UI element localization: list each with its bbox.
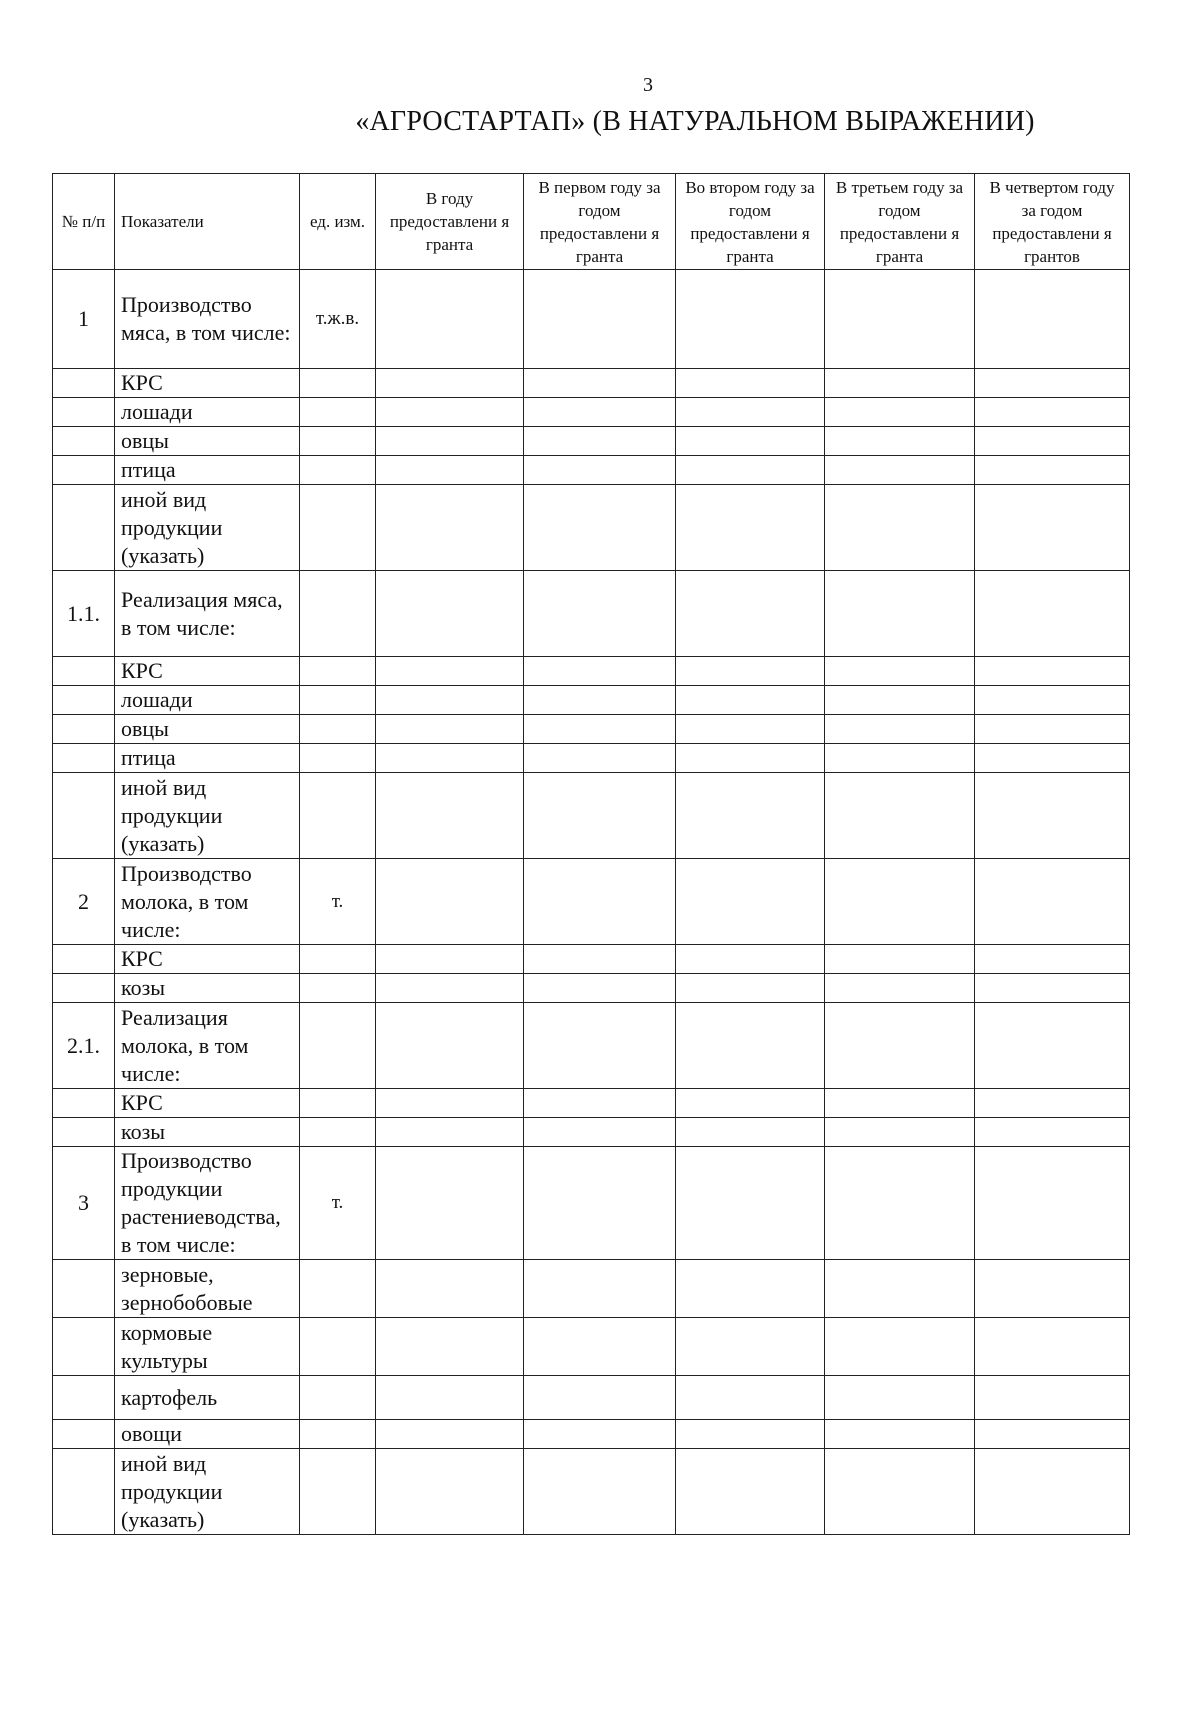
table-row <box>53 270 1130 369</box>
header-year-1: В первом году за годом предоставлени я гранта <box>524 174 676 270</box>
row-number <box>53 945 115 974</box>
value-cell-year-2 <box>676 1318 825 1376</box>
unit-of-measure <box>300 744 376 773</box>
row-number: 2 <box>53 859 115 945</box>
row-number <box>53 485 115 571</box>
value-cell-year-3 <box>825 1089 975 1118</box>
table-row <box>53 945 1130 974</box>
indicator-name: зерновые, зернобобовые <box>115 1260 300 1318</box>
value-cell-year-1 <box>524 1003 676 1089</box>
indicator-name: Производство продукции растениеводства, в том числе: <box>115 1147 300 1260</box>
row-number <box>53 369 115 398</box>
value-cell-year-2 <box>676 1260 825 1318</box>
unit-of-measure <box>300 974 376 1003</box>
row-number <box>53 1260 115 1318</box>
unit-of-measure <box>300 1376 376 1420</box>
row-number <box>53 773 115 859</box>
unit-of-measure: т.ж.в. <box>300 270 376 369</box>
row-number <box>53 744 115 773</box>
unit-of-measure <box>300 1318 376 1376</box>
value-cell-year-1 <box>524 1147 676 1260</box>
header-year-2: Во втором году за годом предоставлени я гранта <box>676 174 825 270</box>
indicator-name: Производство мяса, в том числе: <box>115 270 300 369</box>
table-row <box>53 1089 1130 1118</box>
value-cell-grant-year <box>376 1449 524 1535</box>
unit-of-measure: т. <box>300 859 376 945</box>
value-cell-year-2 <box>676 270 825 369</box>
table-row <box>53 1147 1130 1260</box>
value-cell-grant-year <box>376 1260 524 1318</box>
value-cell-grant-year <box>376 571 524 657</box>
value-cell-grant-year <box>376 398 524 427</box>
unit-of-measure <box>300 715 376 744</box>
value-cell-year-3 <box>825 744 975 773</box>
value-cell-year-1 <box>524 427 676 456</box>
unit-of-measure <box>300 773 376 859</box>
value-cell-year-1 <box>524 744 676 773</box>
header-grant-year: В году предоставлени я гранта <box>376 174 524 270</box>
row-number <box>53 1376 115 1420</box>
table-row <box>53 1118 1130 1147</box>
header-num: № п/п <box>53 174 115 270</box>
value-cell-year-2 <box>676 1118 825 1147</box>
indicator-name: картофель <box>115 1376 300 1420</box>
header-year-3: В третьем году за годом предоставлени я гранта <box>825 174 975 270</box>
value-cell-year-3 <box>825 1318 975 1376</box>
value-cell-grant-year <box>376 456 524 485</box>
table-row <box>53 1449 1130 1535</box>
indicator-name: птица <box>115 744 300 773</box>
value-cell-year-1 <box>524 270 676 369</box>
table-row <box>53 456 1130 485</box>
row-number: 1 <box>53 270 115 369</box>
value-cell-grant-year <box>376 686 524 715</box>
value-cell-year-3 <box>825 427 975 456</box>
value-cell-year-2 <box>676 744 825 773</box>
unit-of-measure <box>300 1420 376 1449</box>
indicator-name: Производство молока, в том числе: <box>115 859 300 945</box>
table-row <box>53 1003 1130 1089</box>
indicator-name: лошади <box>115 686 300 715</box>
value-cell-year-3 <box>825 974 975 1003</box>
indicator-name: птица <box>115 456 300 485</box>
indicator-name: козы <box>115 974 300 1003</box>
table-row <box>53 1260 1130 1318</box>
value-cell-grant-year <box>376 1420 524 1449</box>
value-cell-grant-year <box>376 1376 524 1420</box>
row-number <box>53 657 115 686</box>
value-cell-year-4 <box>975 456 1130 485</box>
value-cell-grant-year <box>376 369 524 398</box>
table-row <box>53 715 1130 744</box>
value-cell-year-4 <box>975 744 1130 773</box>
value-cell-year-1 <box>524 974 676 1003</box>
value-cell-grant-year <box>376 427 524 456</box>
value-cell-grant-year <box>376 657 524 686</box>
value-cell-year-4 <box>975 427 1130 456</box>
value-cell-year-2 <box>676 715 825 744</box>
value-cell-year-3 <box>825 398 975 427</box>
row-number <box>53 456 115 485</box>
value-cell-year-4 <box>975 773 1130 859</box>
value-cell-grant-year <box>376 974 524 1003</box>
value-cell-year-3 <box>825 945 975 974</box>
value-cell-year-4 <box>975 1118 1130 1147</box>
header-year-4: В четвертом году за годом предоставлени я грантов <box>975 174 1130 270</box>
unit-of-measure <box>300 1118 376 1147</box>
indicator-name: иной вид продукции (указать) <box>115 773 300 859</box>
value-cell-year-1 <box>524 485 676 571</box>
value-cell-year-1 <box>524 1118 676 1147</box>
indicator-name: КРС <box>115 657 300 686</box>
row-number <box>53 398 115 427</box>
value-cell-year-1 <box>524 398 676 427</box>
value-cell-year-4 <box>975 715 1130 744</box>
indicator-name: лошади <box>115 398 300 427</box>
value-cell-year-4 <box>975 974 1130 1003</box>
value-cell-year-3 <box>825 1376 975 1420</box>
value-cell-year-2 <box>676 1376 825 1420</box>
value-cell-year-1 <box>524 571 676 657</box>
value-cell-year-1 <box>524 1376 676 1420</box>
table-row <box>53 974 1130 1003</box>
unit-of-measure <box>300 369 376 398</box>
table-row <box>53 1376 1130 1420</box>
value-cell-year-4 <box>975 1449 1130 1535</box>
value-cell-year-3 <box>825 657 975 686</box>
row-number <box>53 1318 115 1376</box>
indicator-name: Реализация мяса, в том числе: <box>115 571 300 657</box>
unit-of-measure: т. <box>300 1147 376 1260</box>
value-cell-year-3 <box>825 1260 975 1318</box>
value-cell-year-4 <box>975 1003 1130 1089</box>
value-cell-year-3 <box>825 1420 975 1449</box>
value-cell-year-4 <box>975 1147 1130 1260</box>
value-cell-year-2 <box>676 485 825 571</box>
unit-of-measure <box>300 1260 376 1318</box>
value-cell-grant-year <box>376 1147 524 1260</box>
value-cell-year-2 <box>676 974 825 1003</box>
value-cell-year-4 <box>975 1420 1130 1449</box>
value-cell-year-2 <box>676 1420 825 1449</box>
value-cell-year-3 <box>825 686 975 715</box>
value-cell-year-4 <box>975 1260 1130 1318</box>
row-number: 3 <box>53 1147 115 1260</box>
value-cell-year-1 <box>524 369 676 398</box>
value-cell-year-2 <box>676 456 825 485</box>
indicators-table <box>52 173 1130 1535</box>
indicator-name: КРС <box>115 1089 300 1118</box>
indicator-name: КРС <box>115 945 300 974</box>
value-cell-year-3 <box>825 1147 975 1260</box>
value-cell-year-3 <box>825 715 975 744</box>
row-number: 1.1. <box>53 571 115 657</box>
table-body <box>53 270 1130 1535</box>
value-cell-year-4 <box>975 859 1130 945</box>
value-cell-year-2 <box>676 398 825 427</box>
unit-of-measure <box>300 398 376 427</box>
table-row <box>53 773 1130 859</box>
value-cell-year-1 <box>524 945 676 974</box>
value-cell-year-4 <box>975 945 1130 974</box>
indicator-name: овцы <box>115 427 300 456</box>
value-cell-year-4 <box>975 1318 1130 1376</box>
value-cell-year-3 <box>825 485 975 571</box>
value-cell-year-2 <box>676 686 825 715</box>
value-cell-year-2 <box>676 427 825 456</box>
value-cell-grant-year <box>376 1118 524 1147</box>
indicator-name: КРС <box>115 369 300 398</box>
value-cell-year-2 <box>676 1147 825 1260</box>
value-cell-year-2 <box>676 773 825 859</box>
value-cell-year-4 <box>975 485 1130 571</box>
value-cell-grant-year <box>376 715 524 744</box>
value-cell-year-4 <box>975 369 1130 398</box>
indicator-name: Реализация молока, в том числе: <box>115 1003 300 1089</box>
value-cell-year-2 <box>676 859 825 945</box>
value-cell-year-1 <box>524 859 676 945</box>
row-number <box>53 974 115 1003</box>
value-cell-year-1 <box>524 1260 676 1318</box>
value-cell-year-3 <box>825 1449 975 1535</box>
unit-of-measure <box>300 1003 376 1089</box>
value-cell-year-4 <box>975 398 1130 427</box>
table-row <box>53 744 1130 773</box>
value-cell-year-3 <box>825 270 975 369</box>
indicator-name: овцы <box>115 715 300 744</box>
header-unit: ед. изм. <box>300 174 376 270</box>
value-cell-year-4 <box>975 657 1130 686</box>
table-row <box>53 485 1130 571</box>
unit-of-measure <box>300 571 376 657</box>
value-cell-year-2 <box>676 369 825 398</box>
table-row <box>53 427 1130 456</box>
header-row <box>53 174 1130 270</box>
row-number: 2.1. <box>53 1003 115 1089</box>
row-number <box>53 686 115 715</box>
value-cell-year-3 <box>825 773 975 859</box>
table-row <box>53 657 1130 686</box>
value-cell-year-2 <box>676 657 825 686</box>
value-cell-year-2 <box>676 945 825 974</box>
unit-of-measure <box>300 686 376 715</box>
value-cell-grant-year <box>376 773 524 859</box>
table-row <box>53 571 1130 657</box>
table-row <box>53 369 1130 398</box>
value-cell-year-3 <box>825 571 975 657</box>
value-cell-year-1 <box>524 657 676 686</box>
indicator-name: кормовые культуры <box>115 1318 300 1376</box>
value-cell-grant-year <box>376 1318 524 1376</box>
value-cell-year-4 <box>975 1089 1130 1118</box>
value-cell-year-1 <box>524 773 676 859</box>
unit-of-measure <box>300 945 376 974</box>
unit-of-measure <box>300 485 376 571</box>
value-cell-grant-year <box>376 1089 524 1118</box>
page-number: 3 <box>643 74 653 96</box>
indicator-name: иной вид продукции (указать) <box>115 485 300 571</box>
value-cell-year-4 <box>975 686 1130 715</box>
value-cell-year-4 <box>975 571 1130 657</box>
value-cell-year-3 <box>825 369 975 398</box>
table-row <box>53 859 1130 945</box>
value-cell-grant-year <box>376 1003 524 1089</box>
value-cell-year-1 <box>524 715 676 744</box>
value-cell-year-3 <box>825 456 975 485</box>
table-row <box>53 1420 1130 1449</box>
row-number <box>53 1089 115 1118</box>
row-number <box>53 427 115 456</box>
value-cell-grant-year <box>376 485 524 571</box>
value-cell-year-1 <box>524 1089 676 1118</box>
unit-of-measure <box>300 456 376 485</box>
value-cell-year-1 <box>524 686 676 715</box>
unit-of-measure <box>300 1449 376 1535</box>
row-number <box>53 1449 115 1535</box>
document-title: «АГРОСТАРТАП» (В НАТУРАЛЬНОМ ВЫРАЖЕНИИ) <box>355 106 1035 137</box>
value-cell-year-2 <box>676 571 825 657</box>
row-number <box>53 1118 115 1147</box>
value-cell-grant-year <box>376 270 524 369</box>
value-cell-year-2 <box>676 1089 825 1118</box>
table-row <box>53 1318 1130 1376</box>
value-cell-grant-year <box>376 744 524 773</box>
value-cell-year-2 <box>676 1449 825 1535</box>
header-indicator: Показатели <box>115 174 300 270</box>
value-cell-grant-year <box>376 945 524 974</box>
value-cell-year-3 <box>825 1003 975 1089</box>
value-cell-grant-year <box>376 859 524 945</box>
value-cell-year-1 <box>524 1318 676 1376</box>
row-number <box>53 1420 115 1449</box>
table-row <box>53 686 1130 715</box>
value-cell-year-4 <box>975 270 1130 369</box>
indicator-name: козы <box>115 1118 300 1147</box>
indicator-name: овощи <box>115 1420 300 1449</box>
value-cell-year-3 <box>825 859 975 945</box>
value-cell-year-1 <box>524 456 676 485</box>
value-cell-year-1 <box>524 1420 676 1449</box>
value-cell-year-2 <box>676 1003 825 1089</box>
row-number <box>53 715 115 744</box>
value-cell-year-4 <box>975 1376 1130 1420</box>
value-cell-year-1 <box>524 1449 676 1535</box>
unit-of-measure <box>300 657 376 686</box>
value-cell-year-3 <box>825 1118 975 1147</box>
unit-of-measure <box>300 1089 376 1118</box>
unit-of-measure <box>300 427 376 456</box>
table-row <box>53 398 1130 427</box>
indicator-name: иной вид продукции (указать) <box>115 1449 300 1535</box>
